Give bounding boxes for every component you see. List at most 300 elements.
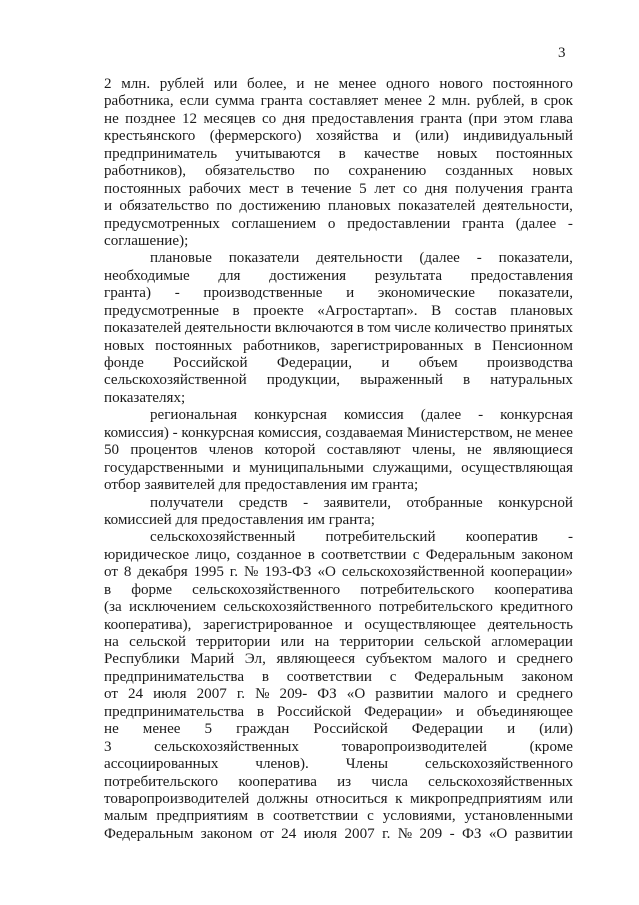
word: малого <box>442 651 488 668</box>
body-text <box>104 76 573 843</box>
text-line <box>104 320 573 337</box>
word: и <box>507 721 516 738</box>
word: числа <box>371 773 408 790</box>
word: осуществляющее <box>364 616 476 633</box>
word: с <box>389 668 397 685</box>
word: этом <box>503 110 534 127</box>
word: не <box>466 442 482 459</box>
word: не <box>104 721 119 738</box>
word: сельскохозяйственный <box>150 529 296 546</box>
word: конкурсной <box>498 494 573 511</box>
word: дня <box>424 180 448 197</box>
word: лет <box>374 180 396 197</box>
word: 5 <box>204 721 213 738</box>
word: 50 <box>104 442 120 459</box>
word: производственные <box>203 285 323 302</box>
word: на <box>314 634 330 650</box>
word: кооператив <box>465 529 538 546</box>
word: предоставления <box>201 511 308 528</box>
word: предпринимательства <box>104 668 245 685</box>
word: 1995 <box>193 564 224 581</box>
word: (кроме <box>529 738 573 755</box>
word: в <box>232 302 240 319</box>
word: из <box>337 773 352 790</box>
text-line <box>104 739 573 756</box>
word: № <box>244 564 259 581</box>
word: показатели <box>228 250 300 267</box>
word: и <box>346 285 355 302</box>
word: деятельности <box>184 320 272 337</box>
word: и <box>296 76 305 92</box>
word: менее <box>384 93 422 110</box>
word: гранта; <box>328 511 375 528</box>
word: 2 <box>427 93 436 110</box>
word: соответствии <box>272 808 359 825</box>
word: Федерации, <box>276 355 352 371</box>
word: Эл, <box>244 651 266 668</box>
word: с <box>367 808 374 825</box>
word: и <box>455 703 464 720</box>
word: создаваемая <box>325 424 404 441</box>
word: постоянных <box>495 145 573 162</box>
word: и <box>498 686 507 703</box>
word: кооперации» <box>490 564 573 581</box>
text-line <box>104 181 573 198</box>
word: 12 <box>181 110 198 127</box>
text-line <box>104 477 573 494</box>
word: включаются <box>274 320 354 337</box>
word: 24 <box>127 686 144 703</box>
word: сельскохозяйственного <box>424 756 573 773</box>
word: членов). <box>255 756 309 773</box>
word: Российской <box>173 355 248 371</box>
text-line <box>104 442 573 459</box>
text-line <box>104 76 573 93</box>
word: нового <box>439 76 483 92</box>
word: или <box>549 790 573 807</box>
word: законом <box>200 825 253 842</box>
word: плановые <box>150 250 212 267</box>
word: являющиеся <box>492 442 573 459</box>
word: Российской <box>313 721 388 738</box>
word: на <box>104 634 119 650</box>
word: показателей <box>104 320 182 337</box>
word: новых <box>532 163 573 180</box>
word: соглашение); <box>104 232 189 249</box>
word: результата <box>374 267 443 284</box>
word: (или) <box>539 721 573 738</box>
text-line <box>104 826 573 843</box>
text-line <box>104 564 573 581</box>
word: форме <box>131 581 173 598</box>
word: необходимые <box>104 267 190 284</box>
word: к <box>395 790 403 807</box>
word: муниципальными <box>249 459 364 476</box>
word: Российской <box>276 703 352 720</box>
word: в <box>104 581 112 598</box>
word: одного <box>385 76 430 92</box>
word: соответствии <box>321 546 407 563</box>
word: Федеральным <box>425 546 516 563</box>
word: сельскохозяйственных <box>154 738 299 755</box>
word: учитываются <box>235 145 321 162</box>
word: проекте <box>253 302 304 319</box>
word: и <box>104 198 113 215</box>
word: № <box>255 686 270 703</box>
word: показатели, <box>498 250 573 267</box>
word: гранта <box>260 93 303 110</box>
word: созданное <box>236 546 302 563</box>
text-line <box>104 756 573 773</box>
word: процентов <box>130 442 198 459</box>
text-line <box>104 425 573 442</box>
word: малым <box>104 808 148 825</box>
word: от <box>104 564 118 581</box>
word: показатели, <box>498 285 573 302</box>
page-number: 3 <box>558 45 566 61</box>
word: показателей <box>398 198 476 215</box>
word: предусмотренные <box>104 302 219 319</box>
word: являющееся <box>276 651 356 668</box>
word: установленными <box>464 808 573 825</box>
word: конкурсная <box>254 407 327 424</box>
word: или <box>213 76 238 92</box>
word: сельскохозяйственных <box>428 773 573 790</box>
word: «О <box>488 825 508 842</box>
word: сельскохозяйственного <box>192 581 341 598</box>
word: не <box>104 110 119 127</box>
word: менее <box>338 76 377 92</box>
word: условиями, <box>382 808 456 825</box>
word: Министерством, <box>406 424 513 441</box>
word: новых <box>437 145 478 162</box>
word: члены, <box>411 442 456 459</box>
word: членов <box>208 442 254 459</box>
word: предусмотренных <box>104 215 220 232</box>
word: работников), <box>104 163 187 180</box>
word: деятельности <box>316 250 403 267</box>
word: менее <box>142 721 181 738</box>
word: (далее <box>420 407 462 424</box>
word: новых <box>104 337 145 354</box>
word: предпринимательства <box>104 703 245 720</box>
word: в <box>256 703 265 720</box>
word: срок <box>543 93 573 110</box>
text-line <box>104 791 573 808</box>
word: «О <box>346 686 366 703</box>
word: сельской <box>424 634 481 650</box>
word: постоянного <box>492 76 573 92</box>
word: достижению <box>239 198 321 215</box>
word: кооператива <box>494 581 573 598</box>
word: объединяющее <box>476 703 573 720</box>
word: течение <box>301 180 352 197</box>
word: менее <box>535 424 573 441</box>
text-line <box>104 372 573 389</box>
word: потребительский <box>325 529 436 546</box>
word: 24 <box>281 825 297 842</box>
word: июля <box>303 825 338 842</box>
text-line <box>104 460 573 477</box>
word: - <box>172 424 178 441</box>
word: в <box>462 372 471 389</box>
word: или <box>280 634 305 650</box>
word: предоставлении <box>347 215 451 232</box>
text-line <box>104 216 573 233</box>
word: гранта <box>530 180 573 197</box>
text-line <box>104 390 573 407</box>
word: предоставления <box>311 110 414 127</box>
word: комиссия <box>343 407 404 424</box>
word: фонде <box>104 355 144 371</box>
word: кооператива), <box>104 616 192 633</box>
word: сохранению <box>348 163 427 180</box>
word: для <box>218 477 245 494</box>
text-line <box>104 495 573 512</box>
word: созданных <box>445 163 514 180</box>
word: им <box>307 511 329 528</box>
text-line <box>104 128 573 145</box>
word: для <box>175 511 202 528</box>
text-line <box>104 774 573 791</box>
word: получения <box>455 180 524 197</box>
text-line <box>104 163 573 180</box>
word: достижения <box>269 267 347 284</box>
word: конкурсная <box>181 424 255 441</box>
word: 2 <box>104 76 112 92</box>
text-line <box>104 268 573 285</box>
word: сельской <box>129 634 186 650</box>
word: исключением <box>129 599 217 616</box>
word: Члены <box>345 756 388 773</box>
word: Федеральным <box>104 825 194 842</box>
word: - <box>567 529 573 546</box>
word: 2007 <box>196 686 227 703</box>
word: агломерации <box>491 634 573 650</box>
word: рабочих <box>188 180 242 197</box>
word: (далее <box>515 215 557 232</box>
text-line <box>104 808 573 825</box>
word: 5 <box>359 180 367 197</box>
word: товаропроизводителей <box>341 738 487 755</box>
text-line <box>104 407 573 424</box>
word: соглашением <box>231 215 317 232</box>
word: позднее <box>125 110 176 127</box>
word: Федеральным <box>414 668 504 685</box>
word: деятельность <box>487 616 573 633</box>
text-line <box>104 704 573 721</box>
word: производства <box>487 355 573 371</box>
word: деятельности, <box>482 198 573 215</box>
word: которой <box>264 442 316 459</box>
text-line <box>104 233 573 250</box>
word: региональная <box>150 407 238 424</box>
word: - <box>478 407 484 424</box>
word: г. <box>236 686 246 703</box>
text-line <box>104 146 573 163</box>
word: 8 <box>123 564 132 581</box>
text-line <box>104 355 573 372</box>
word: крестьянского <box>104 128 196 145</box>
text-line <box>104 617 573 634</box>
text-line <box>104 303 573 320</box>
word: для <box>218 267 241 284</box>
word: 2007 <box>344 825 375 842</box>
word: комиссией <box>104 511 176 528</box>
word: в <box>474 337 482 354</box>
word: малого <box>443 686 489 703</box>
word: относиться <box>315 790 388 807</box>
word: лицо, <box>195 546 231 563</box>
word: и <box>232 459 241 476</box>
word: числе <box>394 320 431 337</box>
word: предприниматель <box>104 145 218 162</box>
word: сельскохозяйственной <box>341 564 485 581</box>
word: в <box>256 808 265 825</box>
word: ассоциированных <box>104 756 219 773</box>
word: гранта <box>462 215 505 232</box>
word: гранта; <box>371 477 419 494</box>
word: кооператива <box>238 773 317 790</box>
word: субъектом <box>365 651 432 668</box>
word: 3 <box>104 738 112 755</box>
word: территории <box>196 634 271 650</box>
word: обязательство <box>205 163 295 180</box>
text-line <box>104 285 573 302</box>
word: хозяйства <box>315 128 379 145</box>
word: № <box>397 825 413 842</box>
word: развитии <box>514 825 573 842</box>
word: г. <box>382 825 391 842</box>
word: среднего <box>516 686 573 703</box>
word: территории <box>339 634 414 650</box>
word: микропредприятиям <box>410 790 542 807</box>
word: средств <box>238 494 288 511</box>
word: млн. <box>441 93 471 110</box>
word: в <box>338 145 346 162</box>
word: сельскохозяйственной <box>104 372 247 389</box>
word: «О <box>317 564 336 581</box>
word: объем <box>418 355 458 371</box>
word: принятых <box>509 320 573 337</box>
word: натуральных <box>490 372 573 389</box>
word: в <box>356 320 364 337</box>
word: не <box>314 76 329 92</box>
text-line <box>104 93 573 110</box>
word: месяцев <box>203 110 256 127</box>
word: работников, <box>242 337 320 354</box>
word: гранта) <box>104 285 152 302</box>
word: млн. <box>121 76 151 92</box>
word: потребительского <box>378 599 493 616</box>
text-line <box>104 599 573 616</box>
word: (фермерского) <box>209 128 302 145</box>
word: 193-ФЗ <box>264 564 312 581</box>
word: соответствии <box>286 668 372 685</box>
word: не <box>516 424 532 441</box>
word: ФЗ <box>461 825 482 842</box>
word: - <box>476 250 482 267</box>
word: кредитного <box>500 599 573 616</box>
word: составляет <box>308 93 379 110</box>
word: - <box>449 825 455 842</box>
word: экономические <box>377 285 475 302</box>
word: Пенсионном <box>492 337 573 354</box>
word: конкурсная <box>500 407 573 424</box>
word: показателях; <box>104 389 186 406</box>
word: от <box>259 825 274 842</box>
word: - <box>303 494 309 511</box>
text-line <box>104 686 573 703</box>
word: заявителей <box>144 477 219 494</box>
word: среднего <box>516 651 573 668</box>
word: по <box>313 163 330 180</box>
word: по <box>216 198 233 215</box>
text-line <box>104 582 573 599</box>
word: от <box>104 686 118 703</box>
word: и <box>392 128 401 145</box>
word: комиссия) <box>104 424 169 441</box>
word: (при <box>468 110 498 127</box>
word: декабря <box>137 564 188 581</box>
text-line <box>104 111 573 128</box>
word: постоянных <box>155 337 233 354</box>
word: развитии <box>375 686 434 703</box>
word: 209 <box>419 825 443 842</box>
text-line <box>104 512 573 529</box>
word: государственными <box>104 459 224 476</box>
word: в <box>286 180 294 197</box>
word: комиссия, <box>257 424 322 441</box>
word: юридическое <box>104 546 190 563</box>
word: зарегистрированных <box>330 337 464 354</box>
word: осуществляющая <box>461 459 573 476</box>
word: получатели <box>150 494 224 511</box>
word: заявители, <box>323 494 392 511</box>
word: если <box>179 93 210 110</box>
word: потребительского <box>104 773 219 790</box>
word: - <box>567 215 573 232</box>
word: законом <box>521 668 573 685</box>
word: постоянных <box>104 180 182 197</box>
word: и <box>497 651 506 668</box>
word: потребительского <box>360 581 475 598</box>
word: законом <box>521 546 573 563</box>
text-line <box>104 547 573 564</box>
word: в <box>261 668 269 685</box>
word: со <box>402 180 418 197</box>
word: дня <box>282 110 306 127</box>
word: предоставления <box>244 477 351 494</box>
word: «Агростартап». <box>317 302 418 319</box>
word: им <box>350 477 372 494</box>
word: о <box>327 215 336 232</box>
text-line <box>104 250 573 267</box>
word: продукции, <box>266 372 341 389</box>
text-line <box>104 721 573 738</box>
text-line <box>104 651 573 668</box>
text-line <box>104 669 573 686</box>
word: мест <box>248 180 279 197</box>
word: гранта <box>420 110 463 127</box>
word: граждан <box>236 721 290 738</box>
word: более, <box>247 76 287 92</box>
word: выраженный <box>360 372 443 389</box>
word: предоставления <box>470 267 573 284</box>
word: июля <box>153 686 187 703</box>
word: рублей <box>159 76 205 92</box>
text-line <box>104 198 573 215</box>
